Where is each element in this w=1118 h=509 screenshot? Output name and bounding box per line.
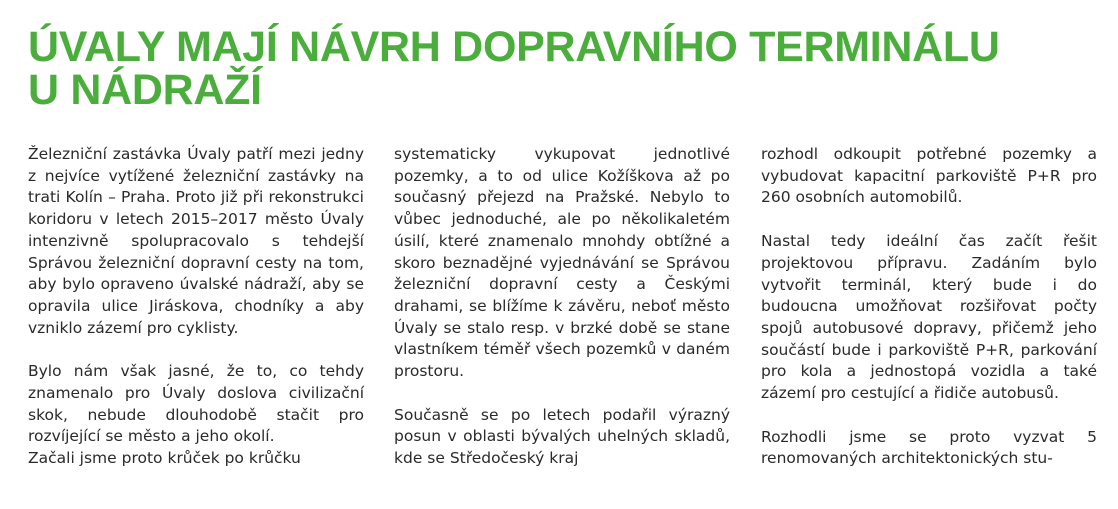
paragraph: Železniční zastávka Úvaly patří mezi jedny z nejvíce vytížené železniční zastávky na trati Kolín – Praha. Proto již při rekonstrukci koridoru v letech 2015–2017 město Úvaly intenzivně spolupracovalo s tehdejší Správou železniční dopravní cesty na tom, aby bylo opraveno úvalské nádraží, aby se opravila ulice Jiráskova, chodníky a aby vzniklo zázemí pro cyklisty. — [28, 145, 364, 337]
paragraph: Bylo nám však jasné, že to, co tehdy znamenalo pro Úvaly doslova civilizační skok, nebude dlouhodobě stačit pro rozvíjející se město a jeho okolí. — [28, 362, 364, 446]
paragraph: Nastal tedy ideální čas začít řešit projektovou přípravu. Zadáním bylo vytvořit terminál, který bude i do budoucna umožňovat rozšiřovat počty spojů autobusové dopravy, přičemž jeho součástí bude i parkoviště P+R, parkování pro kola a jednostopá vozidla a také zázemí pro cestující a řidiče autobusů. — [761, 232, 1097, 403]
text-column-1 — [28, 144, 364, 470]
paragraph: Začali jsme proto krůček po krůčku — [28, 449, 301, 468]
text-column-3 — [761, 144, 1097, 470]
article-title-line-2: U NÁDRAŽÍ — [28, 66, 262, 114]
paragraph: rozhodl odkoupit potřebné pozemky a vybudovat kapacitní parkoviště P+R pro 260 osobních automobilů. — [761, 145, 1097, 207]
text-column-2 — [394, 144, 730, 470]
article-title-line-1: ÚVALY MAJÍ NÁVRH DOPRAVNÍHO TERMINÁLU — [28, 23, 1000, 71]
paragraph: Současně se po letech podařil výrazný posun v oblasti bývalých uhelných skladů, kde se Středočeský kraj — [394, 405, 730, 468]
paragraph: systematicky vykupovat jednotlivé pozemky, a to od ulice Kožíškova až po současný přejezd na Pražské. Nebylo to vůbec jednoduché, ale po několikaletém úsilí, které znamenalo mnohdy obtížné a skoro beznadějné vyjednávání se Správou železniční dopravní cesty a Českými drahami, se blížíme k závěru, neboť město Úvaly se stalo resp. v brzké době se stane vlastníkem téměř všech pozemků v daném prostoru. — [394, 145, 730, 381]
article-title — [28, 23, 1098, 114]
paragraph: Rozhodli jsme se proto vyzvat 5 renomovaných architektonických stu- — [761, 427, 1097, 468]
